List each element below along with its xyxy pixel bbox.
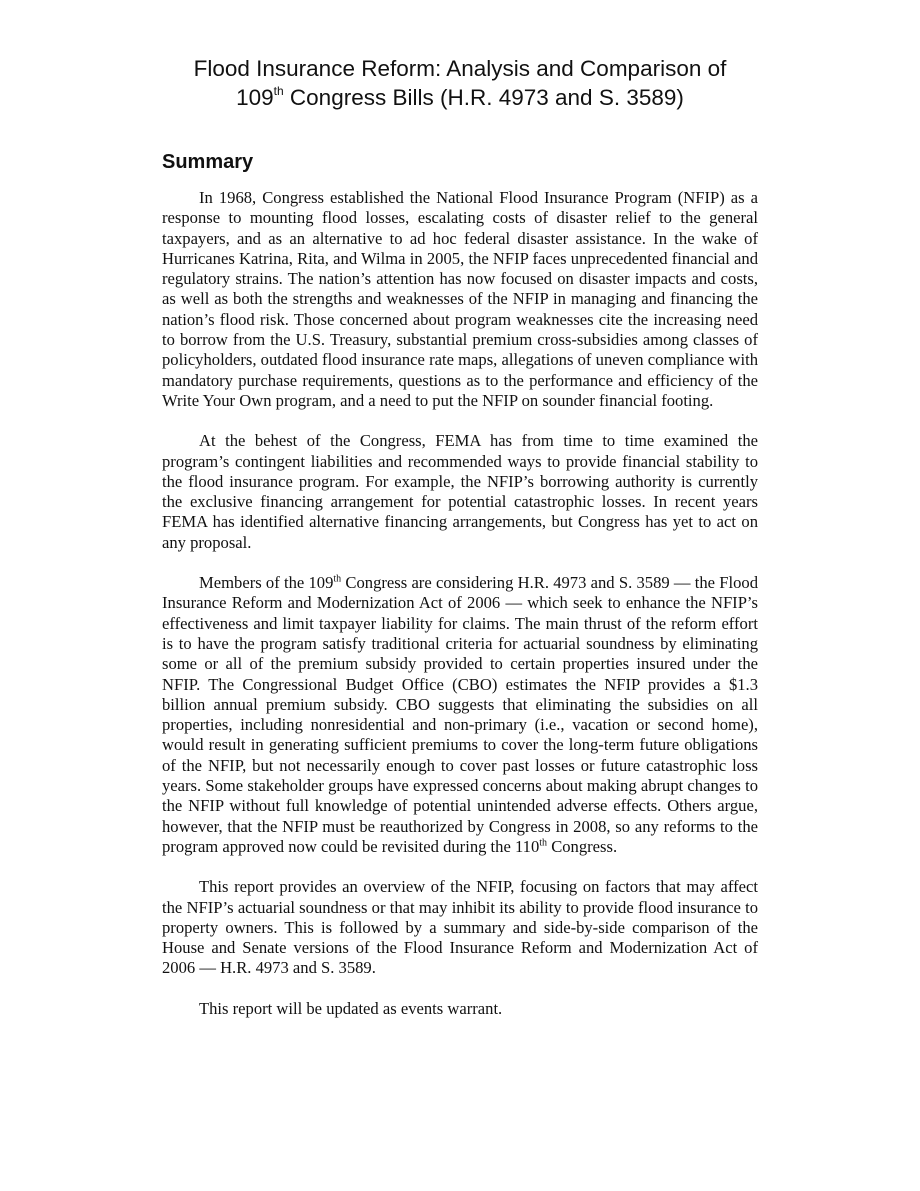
paragraph-3-ordinal-1: th <box>333 573 342 585</box>
document-title <box>162 54 758 112</box>
paragraph-3-ordinal-2: th <box>539 837 548 849</box>
summary-paragraph-2: At the behest of the Congress, FEMA has from time to time examined the program’s contingent liabilities and recommended ways to provide financial stability to the flood insurance program. For example, the NFIP’s borrowing authority is currently the exclusive financing arrangement for potential catastrophic losses. In recent years FEMA has identified alternative financing arrangements, but Congress has yet to act on any proposal. <box>162 431 758 552</box>
summary-paragraph-3 <box>162 573 758 857</box>
paragraph-3-text-a: Members of the 109 <box>199 573 334 593</box>
paragraph-3-text-b: Congress are considering H.R. 4973 and S. 3589 — the Flood Insurance Reform and Modernization Act of 2006 — which seek to enhance the NFIP’s effectiveness and limit taxpayer liability for claims. The main thrust of the reform effort is to have the program satisfy traditional criteria for actuarial soundness by eliminating some or all of the premium subsidy provided to certain properties insured under the NFIP. The Congressional Budget Office (CBO) estimates the NFIP provides a $1.3 billion annual premium subsidy. CBO suggests that eliminating the subsidies on all properties, including nonresidential and non-primary (i.e., vacation or second home), would result in generating sufficient premiums to cover the long-term future obligations of the NFIP, but not necessarily enough to cover past losses or future catastrophic loss years. Some stakeholder groups have expressed concerns about making abrupt changes to the NFIP without full knowledge of potential unintended adverse effects. Others argue, however, that the NFIP must be reauthorized by Congress in 2008, so any reforms to the program approved now could be revisited during the 110 <box>162 573 758 856</box>
summary-paragraph-5: This report will be updated as events warrant. <box>199 998 503 1018</box>
title-line-2-suffix: Congress Bills (H.R. 4973 and S. 3589) <box>283 85 684 110</box>
summary-paragraph-4: This report provides an overview of the NFIP, focusing on factors that may affect the NFIP’s actuarial soundness or that may inhibit its ability to provide flood insurance to property owners. This is followed by a summary and side-by-side comparison of the House and Senate versions of the Flood Insurance Reform and Modernization Act of 2006 — H.R. 4973 and S. 3589. <box>162 877 758 978</box>
title-line-1: Flood Insurance Reform: Analysis and Comparison of <box>193 56 727 81</box>
summary-paragraph-1: In 1968, Congress established the National Flood Insurance Program (NFIP) as a response to mounting flood losses, escalating costs of disaster relief to the general taxpayers, and as an alternative to ad hoc federal disaster assistance. In the wake of Hurricanes Katrina, Rita, and Wilma in 2005, the NFIP faces unprecedented financial and regulatory strains. The nation’s attention has now focused on disaster impacts and costs, as well as both the strengths and weaknesses of the NFIP in managing and financing the nation’s flood risk. Those concerned about program weaknesses cite the increasing need to borrow from the U.S. Treasury, substantial premium cross-subsidies among classes of policyholders, outdated flood insurance rate maps, allegations of uneven compliance with mandatory purchase requirements, questions as to the performance and efficiency of the Write Your Own program, and a need to put the NFIP on sounder financial footing. <box>162 188 758 410</box>
paragraph-3-text-c: Congress. <box>547 836 618 856</box>
document-page <box>162 54 758 1019</box>
title-ordinal-suffix: th <box>273 83 284 98</box>
summary-heading: Summary <box>162 151 254 173</box>
title-line-2-prefix: 109 <box>236 85 274 110</box>
